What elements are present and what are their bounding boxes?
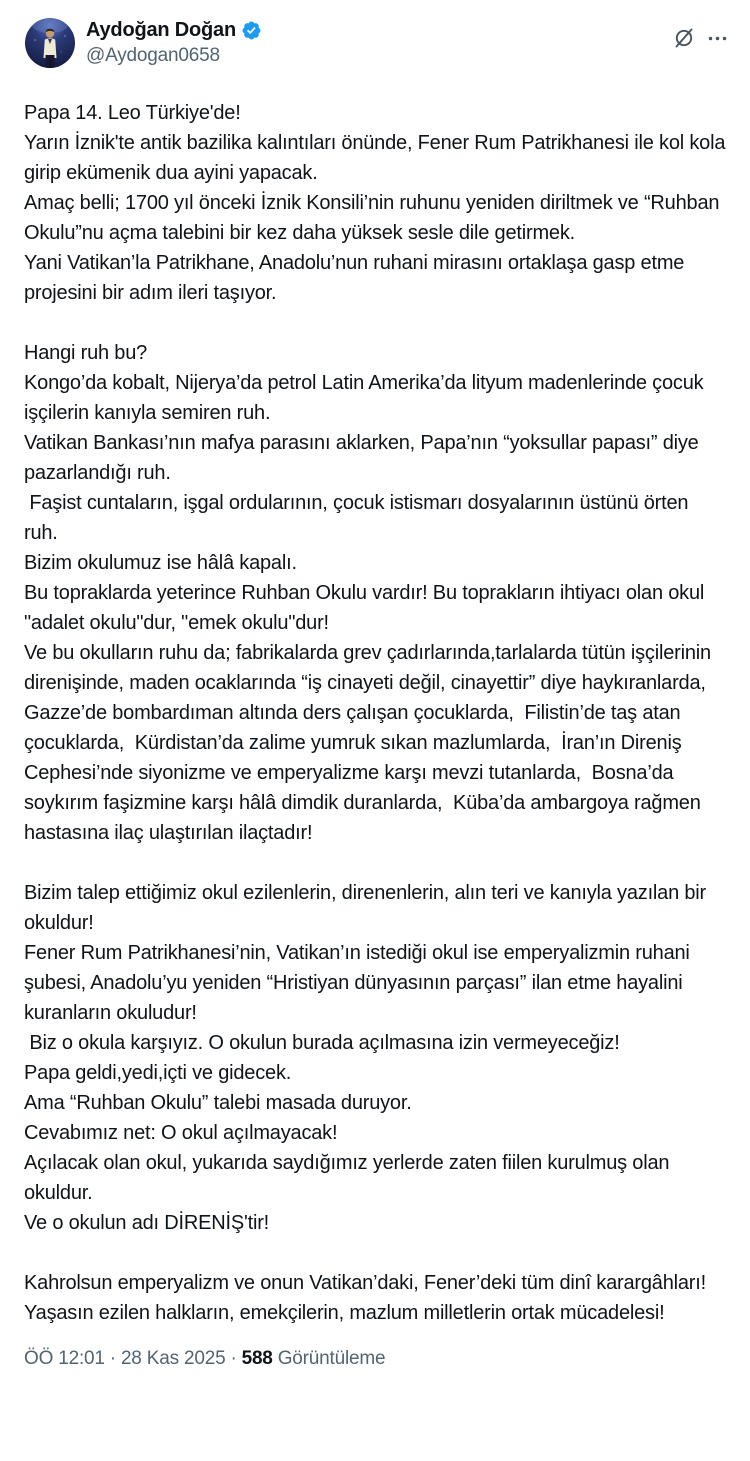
avatar[interactable] [25,18,75,68]
tweet-text-line: Yaşasın ezilen halkların, emekçilerin, mazlum milletlerin ortak mücadelesi! [24,1302,665,1324]
author-handle[interactable]: @Aydogan0658 [86,45,220,66]
header-actions [672,26,729,50]
views-link[interactable] [242,1346,386,1372]
tweet-text-line: Yarın İznik'te antik bazilika kalıntıları önünde, Fener Rum Patrikhanesi ile kol kola girip ekümenik dua ayini yapacak. [24,132,731,184]
verified-badge-icon[interactable] [241,20,262,41]
post-header [0,0,750,68]
tweet-text [0,98,750,1328]
tweet-text-line: Faşist cuntaların, işgal ordularının, çocuk istismarı dosyalarının üstünü örten ruh. [24,492,694,544]
post-time: ÖÖ 12:01 [24,1348,105,1369]
views-label: Görüntüleme [277,1348,386,1369]
tweet-text-line: Cevabımız net: O okul açılmayacak! [24,1122,338,1144]
tweet-text-line: Ve bu okulların ruhu da; fabrikalarda grev çadırlarında,tarlalarda tütün işçilerinin direnişinde, maden ocaklarında “iş cinayeti değil, cinayettir” diye haykıranlarda, [24,642,717,694]
tweet-text-line: Kongo’da kobalt, Nijerya’da petrol Latin Amerika’da lityum madenlerinde çocuk işçilerin kanıyla semiren ruh. [24,372,709,424]
tweet-text-line [24,848,726,878]
tweet-text-line: Bu topraklarda yeterince Ruhban Okulu vardır! Bu toprakların ihtiyacı olan okul "adalet okulu"dur, "emek okulu"dur! [24,582,710,634]
tweet-text-line: Vatikan Bankası’nın mafya parasını aklarken, Papa’nın “yoksullar papası” diye pazarlandığı ruh. [24,432,704,484]
tweet-text-line: Amaç belli; 1700 yıl önceki İznik Konsili’nin ruhunu yeniden diriltmek ve “Ruhban Okulu”nu açma talebini bir kez daha yüksek sesle dile getirmek. [24,192,725,244]
grok-actions-button[interactable] [672,26,696,50]
tweet-text-line: Kahrolsun emperyalizm ve onun Vatikan’daki, Fener’deki tüm dinî karargâhları! [24,1272,706,1294]
tweet-text-line: Ama “Ruhban Okulu” talebi masada duruyor. [24,1092,412,1114]
tweet-text-line: Açılacak olan okul, yukarıda saydığımız yerlerde zaten fiilen kurulmuş olan okuldur. [24,1152,675,1204]
tweet-text-line: Papa geldi,yedi,içti ve gidecek. [24,1062,292,1084]
tweet-text-line: Yani Vatikan’la Patrikhane, Anadolu’nun ruhani mirasını ortaklaşa gasp etme projesini bir adım ileri taşıyor. [24,252,690,304]
tweet-text-line: Fener Rum Patrikhanesi’nin, Vatikan’ın istediği okul ise emperyalizmin ruhani şubesi, Anadolu’yu yeniden “Hristiyan dünyasının parçası” ilan etme hayalini kuranların okuludur! [24,942,696,1024]
tweet-text-line [24,1238,726,1268]
grok-slashed-circle-icon [672,26,696,50]
tweet-text-line [24,308,726,338]
tweet-text-line: Gazze’de bombardıman altında ders çalışan çocuklarda, Filistin’de taş atan çocuklarda, Kürdistan’da zalime yumruk sıkan mazlumlarda, İran’ın Direniş Cephesi’nde siyonizme ve emperyalizme karşı mevzi tutanlarda, Bosna’da soykırım faşizmine karşı hâlâ dimdik duranlarda, Küba’da ambargoya rağmen hastasına ilaç ulaştırılan ilaçtadır! [24,702,706,844]
more-options-button[interactable] [705,26,729,50]
post-date: 28 Kas 2025 [120,1348,226,1369]
tweet-text-line: Ve o okulun adı DİRENİŞ'tir! [24,1212,270,1234]
meta-separator: · [109,1348,116,1369]
ellipsis-icon [707,28,728,49]
tweet-text-line: Bizim talep ettiğimiz okul ezilenlerin, direnenlerin, alın teri ve kanıyla yazılan bir okuldur! [24,882,712,934]
tweet-text-line: Papa 14. Leo Türkiye'de! [24,102,241,124]
tweet-text-line: Biz o okula karşıyız. O okulun burada açılmasına izin vermeyeceğiz! [24,1032,620,1054]
author-display-name[interactable]: Aydoğan Doğan [86,19,236,41]
meta-separator: · [230,1348,237,1369]
avatar-image [25,18,75,68]
post-meta [0,1346,750,1372]
tweet-text-line: Bizim okulumuz ise hâlâ kapalı. [24,552,297,574]
tweet-text-line: Hangi ruh bu? [24,342,148,364]
views-count: 588 [241,1348,273,1369]
author-names [86,18,262,68]
